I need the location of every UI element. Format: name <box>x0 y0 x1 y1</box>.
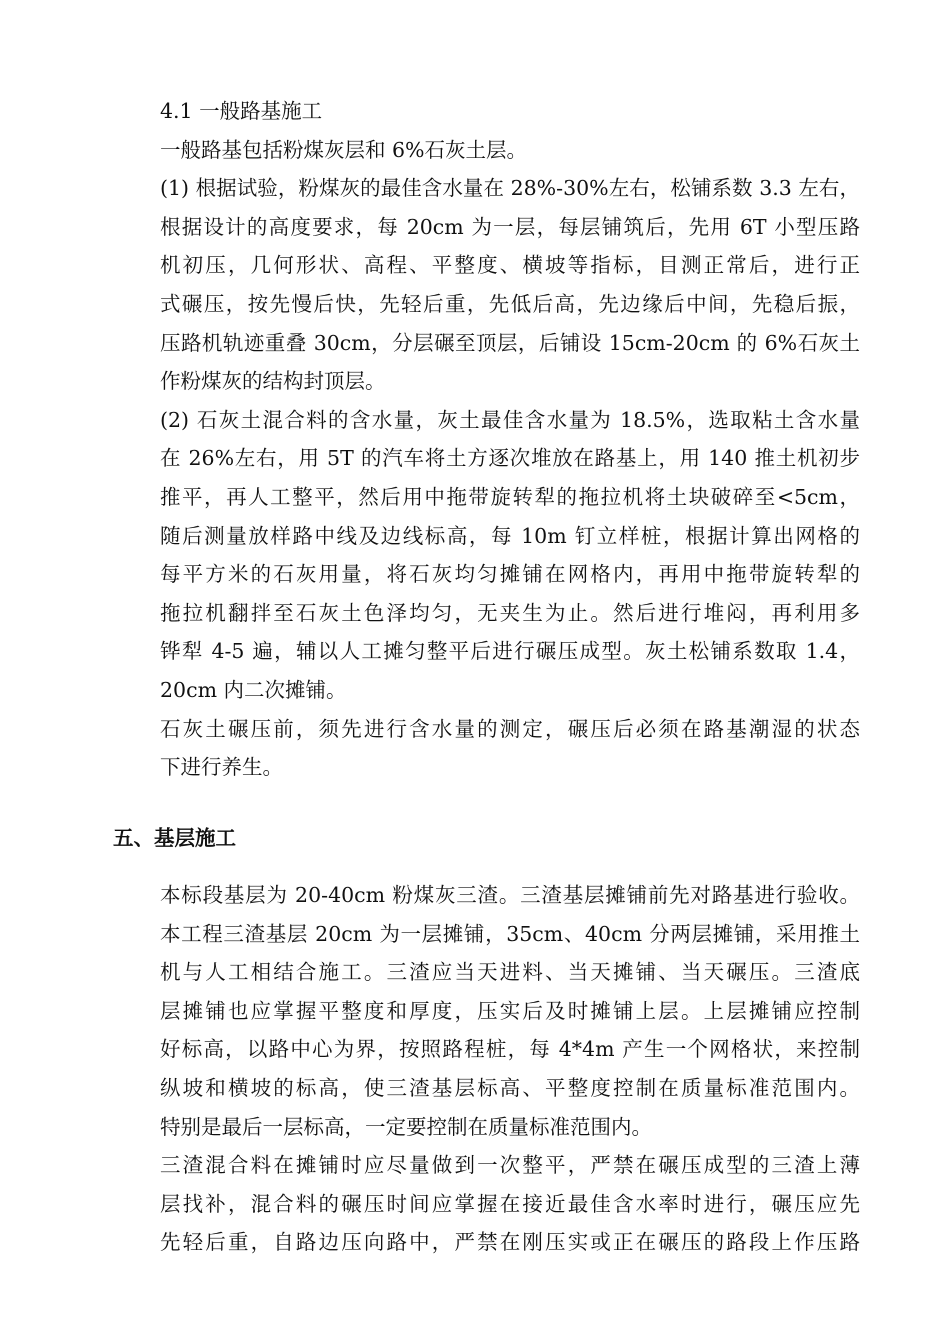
paragraph-line: 先轻后重，自路边压向路中，严禁在刚压实或正在碾压的路段上作压路 <box>160 1230 860 1255</box>
paragraph-line: 三渣混合料在摊铺时应尽量做到一次整平，严禁在碾压成型的三渣上薄 <box>160 1153 860 1178</box>
paragraph-line: 层摊铺也应掌握平整度和厚度，压实后及时摊铺上层。上层摊铺应控制 <box>160 998 860 1023</box>
section-4-1-body <box>160 92 860 787</box>
paragraph-line: (1) 根据试验，粉煤灰的最佳含水量在 28%-30%左右，松铺系数 3.3 左右， <box>160 176 860 201</box>
paragraph-line: 每平方米的石灰用量，将石灰均匀摊铺在网格内，再用中拖带旋转犁的 <box>160 562 860 587</box>
paragraph-line: 随后测量放样路中线及边线标高，每 10m 钉立样桩，根据计算出网格的 <box>160 523 860 548</box>
paragraph-line: 层找补，混合料的碾压时间应掌握在接近最佳含水率时进行，碾压应先 <box>160 1191 860 1216</box>
paragraph-line: (2) 石灰土混合料的含水量，灰土最佳含水量为 18.5%，选取粘土含水量 <box>160 407 860 432</box>
paragraph-line: 好标高，以路中心为界，按照路程桩，每 4*4m 产生一个网格状，来控制 <box>160 1037 860 1062</box>
paragraph-line: 在 26%左右，用 5T 的汽车将土方逐次堆放在路基上，用 140 推土机初步 <box>160 446 860 471</box>
section-5-body <box>160 876 860 1262</box>
paragraph-line: 机初压，几何形状、高程、平整度、横坡等指标，目测正常后，进行正 <box>160 253 860 278</box>
paragraph-line: 作粉煤灰的结构封顶层。 <box>160 369 386 394</box>
intro-paragraph: 一般路基包括粉煤灰层和 6%石灰土层。 <box>160 137 528 162</box>
paragraph-line: 纵坡和横坡的标高，使三渣基层标高、平整度控制在质量标准范围内。 <box>160 1075 860 1100</box>
paragraph-line: 铧犁 4-5 遍，辅以人工摊匀整平后进行碾压成型。灰土松铺系数取 1.4， <box>160 639 860 664</box>
paragraph-line: 石灰土碾压前，须先进行含水量的测定，碾压后必须在路基潮湿的状态 <box>160 716 860 741</box>
paragraph-line: 本标段基层为 20-40cm 粉煤灰三渣。三渣基层摊铺前先对路基进行验收。 <box>160 883 860 907</box>
paragraph-line: 下进行养生。 <box>160 755 283 780</box>
paragraph-line: 特别是最后一层标高，一定要控制在质量标准范围内。 <box>160 1114 652 1139</box>
paragraph-line: 本工程三渣基层 20cm 为一层摊铺，35cm、40cm 分两层摊铺，采用推土 <box>160 921 860 946</box>
paragraph-line: 压路机轨迹重叠 30cm，分层碾至顶层，后铺设 15cm-20cm 的 6%石灰土 <box>160 330 860 355</box>
subsection-title: 4.1 一般路基施工 <box>160 99 323 123</box>
paragraph-line: 根据设计的高度要求，每 20cm 为一层，每层铺筑后，先用 6T 小型压路 <box>160 214 860 239</box>
section-heading: 五、基层施工 <box>113 826 236 850</box>
paragraph-line: 式碾压，按先慢后快，先轻后重，先低后高，先边缘后中间，先稳后振， <box>160 291 860 316</box>
paragraph-line: 机与人工相结合施工。三渣应当天进料、当天摊铺、当天碾压。三渣底 <box>160 960 860 985</box>
paragraph-line: 拖拉机翻拌至石灰土色泽均匀，无夹生为止。然后进行堆闷，再利用多 <box>160 600 860 625</box>
paragraph-line: 20cm 内二次摊铺。 <box>160 677 347 702</box>
paragraph-line: 推平，再人工整平，然后用中拖带旋转犁的拖拉机将土块破碎至<5cm， <box>160 484 860 509</box>
